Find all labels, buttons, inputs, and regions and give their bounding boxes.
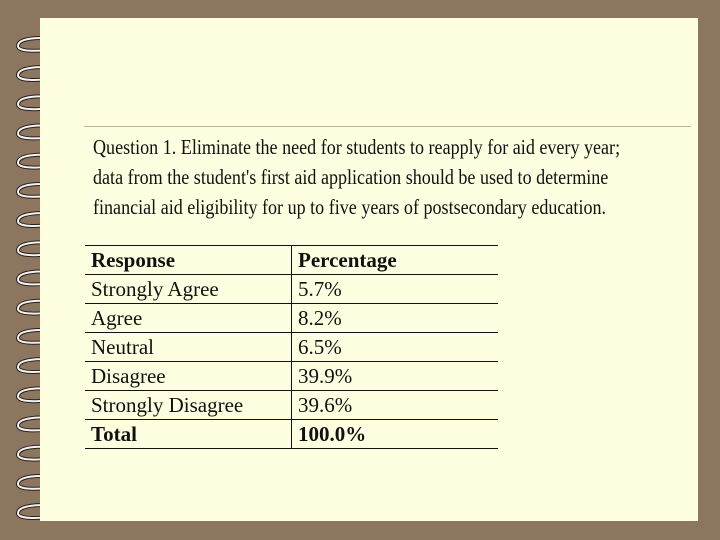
response-table bbox=[85, 245, 498, 449]
table-row bbox=[85, 362, 498, 391]
table-row bbox=[85, 391, 498, 420]
question-line: data from the student's first aid application should be used to determine bbox=[93, 165, 609, 189]
table-total-row bbox=[85, 420, 498, 449]
table-row bbox=[85, 304, 498, 333]
table-header-row bbox=[85, 246, 498, 275]
percentage-cell: 5.7% bbox=[292, 275, 499, 304]
percentage-cell: 39.6% bbox=[292, 391, 499, 420]
table-row bbox=[85, 275, 498, 304]
percentage-cell: 6.5% bbox=[292, 333, 499, 362]
question-line: Question 1. Eliminate the need for students to reapply for aid every year; bbox=[93, 135, 621, 159]
response-cell: Strongly Disagree bbox=[85, 391, 292, 420]
question-text bbox=[93, 132, 621, 222]
total-label: Total bbox=[85, 420, 292, 449]
header-percentage: Percentage bbox=[292, 246, 499, 275]
question-line: financial aid eligibility for up to five years of postsecondary education. bbox=[93, 195, 607, 219]
response-cell: Disagree bbox=[85, 362, 292, 391]
response-cell: Agree bbox=[85, 304, 292, 333]
total-value: 100.0% bbox=[292, 420, 499, 449]
response-cell: Neutral bbox=[85, 333, 292, 362]
percentage-cell: 39.9% bbox=[292, 362, 499, 391]
divider-line bbox=[84, 126, 691, 127]
table-row bbox=[85, 333, 498, 362]
response-cell: Strongly Agree bbox=[85, 275, 292, 304]
header-response: Response bbox=[85, 246, 292, 275]
percentage-cell: 8.2% bbox=[292, 304, 499, 333]
